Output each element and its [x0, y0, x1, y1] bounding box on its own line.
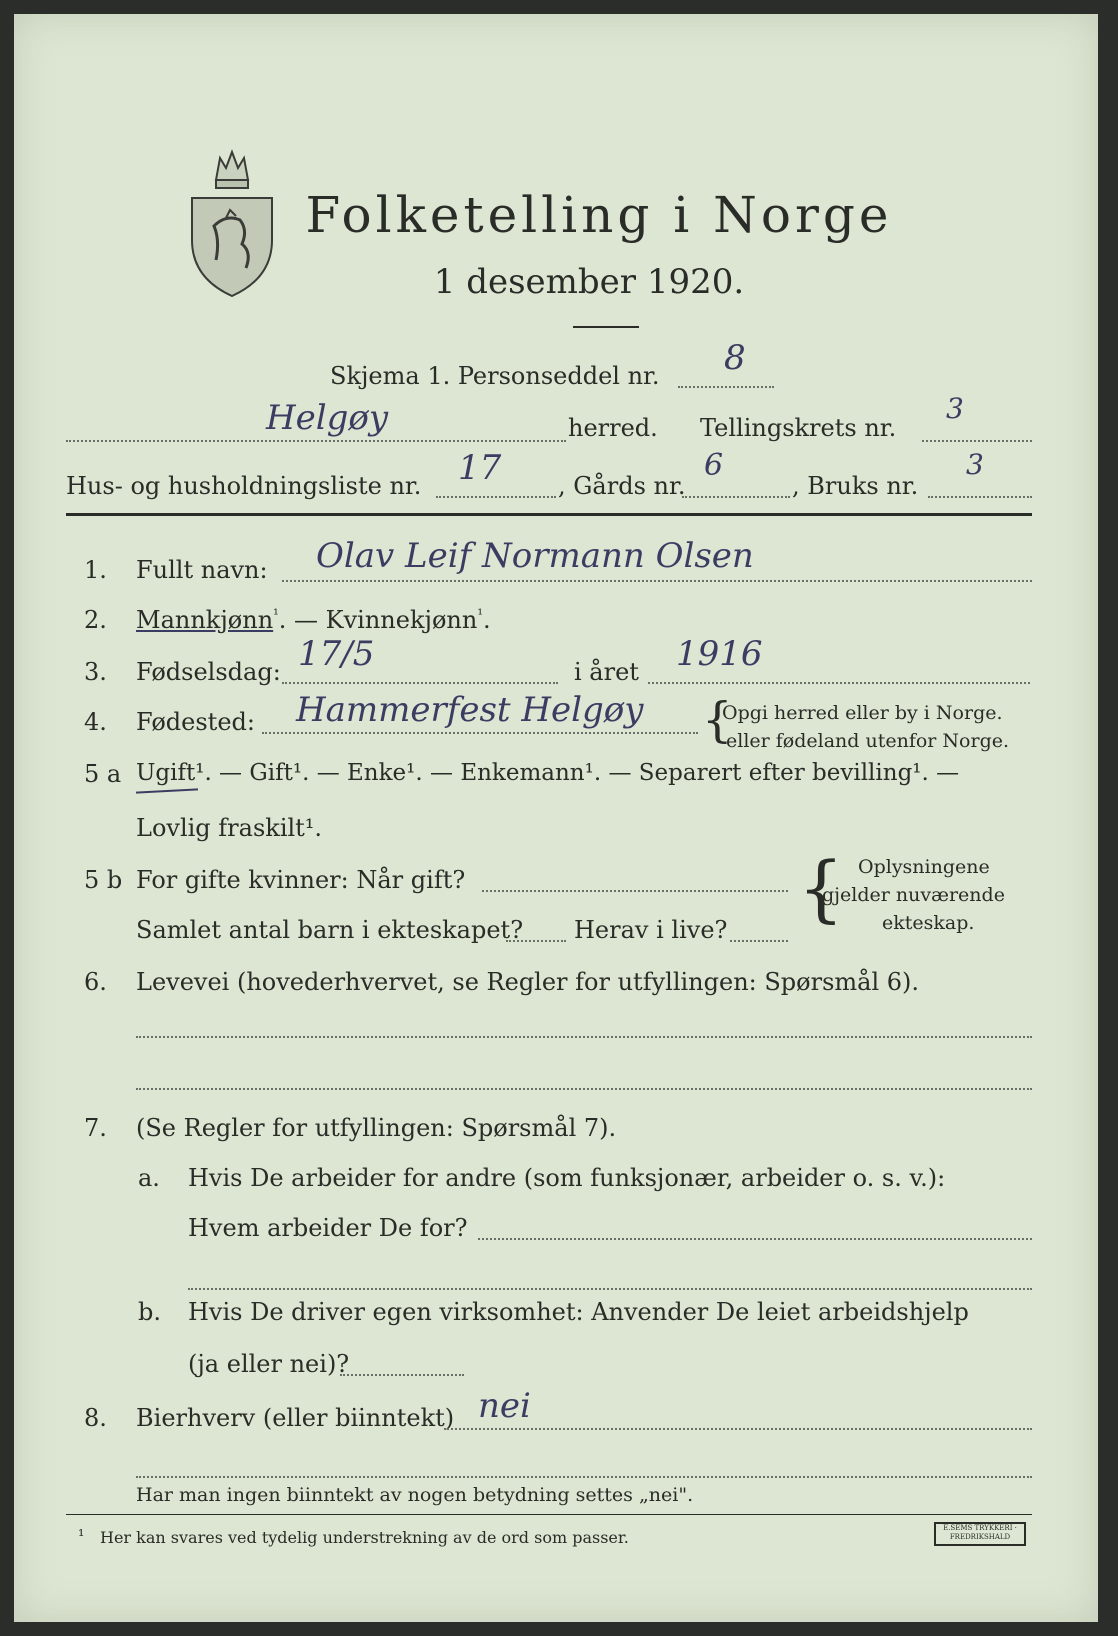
census-date: 1 desember 1920.	[433, 262, 745, 302]
footnote-mark: ¹	[78, 1526, 85, 1545]
q7-number: 7.	[84, 1114, 107, 1142]
q1-number: 1.	[84, 556, 107, 584]
q7b-number: b.	[138, 1298, 161, 1326]
birthplace-note-1: Opgi herred eller by i Norge.	[722, 702, 1003, 724]
q7-label: (Se Regler for utfyllingen: Spørsmål 7).	[136, 1114, 617, 1142]
header-divider	[66, 513, 1032, 516]
q3-number: 3.	[84, 658, 107, 686]
marriage-note-1: Oplysningene	[858, 856, 990, 878]
q8-number: 8.	[84, 1404, 107, 1432]
q1-dotline	[282, 580, 1032, 582]
option-kvinnekjonn[interactable]: Kvinnekjønn	[325, 606, 478, 634]
q5b-children-label: Samlet antal barn i ekteskapet?	[136, 916, 524, 944]
printer-stamp: E.SEMS TRYKKERI · FREDRIKSHALD	[934, 1522, 1026, 1546]
q2-number: 2.	[84, 606, 107, 634]
hus-value[interactable]: 17	[458, 448, 502, 488]
tellingskrets-value[interactable]: 3	[946, 392, 964, 425]
footnote-ref: ¹	[273, 607, 279, 623]
q5b-line1: For gifte kvinner: Når gift?	[136, 866, 466, 894]
q5b-number: 5 b	[84, 866, 123, 894]
q3-label: Fødselsdag:	[136, 658, 281, 686]
occupation-dotline-1[interactable]	[136, 1036, 1032, 1038]
gender-options	[136, 606, 491, 634]
q7a-line2: Hvem arbeider De for?	[188, 1214, 468, 1242]
q4-label: Fødested:	[136, 708, 255, 736]
q6-label: Levevei (hovederhvervet, se Regler for utfyllingen: Spørsmål 6).	[136, 968, 920, 996]
alive-dotline	[730, 940, 788, 942]
marital-status-line2[interactable]: Lovlig fraskilt¹.	[136, 814, 323, 842]
year-label: i året	[574, 658, 639, 686]
q8-dotline-2	[136, 1476, 1032, 1478]
birthday-value[interactable]: 17/5	[298, 634, 375, 674]
option-mannkjonn[interactable]: Mannkjønn	[136, 606, 274, 634]
marriage-note-2: gjelder nuværende	[822, 884, 1005, 906]
q1-label: Fullt navn:	[136, 556, 268, 584]
footnote-ref: ¹	[477, 607, 483, 623]
side-income-value[interactable]: nei	[478, 1386, 531, 1426]
tellingskrets-dotline	[922, 440, 1032, 442]
marriage-note-3: ekteskap.	[882, 912, 975, 934]
q7b-line1: Hvis De driver egen virksomhet: Anvender De leiet arbeidshjelp	[188, 1298, 969, 1326]
q4-number: 4.	[84, 708, 107, 736]
birthplace-note-2: eller fødeland utenfor Norge.	[726, 730, 1010, 752]
nei-instruction: Har man ingen biinntekt av nogen betydning settes „nei".	[136, 1484, 694, 1506]
birthplace-dotline	[262, 732, 698, 734]
herred-value[interactable]: Helgøy	[266, 398, 389, 438]
bruks-label: , Bruks nr.	[792, 472, 919, 500]
birthplace-brace: {	[702, 692, 733, 748]
gards-value[interactable]: 6	[704, 448, 724, 483]
schema-label: Skjema 1. Personseddel nr.	[330, 362, 660, 390]
occupation-dotline-2[interactable]	[136, 1088, 1032, 1090]
marital-status-options[interactable]: Ugift¹. — Gift¹. — Enke¹. — Enkemann¹. — Separert efter bevilling¹. —	[136, 760, 960, 786]
footnote-text: Her kan svares ved tydelig understrekning av de ord som passer.	[100, 1528, 629, 1547]
marriage-brace: {	[798, 846, 844, 930]
year-dotline	[648, 682, 1030, 684]
q7a-number: a.	[138, 1164, 160, 1192]
q6-number: 6.	[84, 968, 107, 996]
bruks-dotline	[928, 496, 1032, 498]
birth-year-value[interactable]: 1916	[676, 634, 763, 674]
hus-dotline	[436, 496, 556, 498]
form-title: Folketelling i Norge	[305, 186, 893, 244]
hired-help-dotline[interactable]	[340, 1374, 464, 1376]
gender-separator: . —	[278, 606, 326, 634]
title-divider	[573, 326, 639, 328]
full-name-value[interactable]: Olav Leif Normann Olsen	[316, 536, 754, 576]
schema-dotline	[678, 386, 774, 388]
married-when-dotline	[482, 890, 788, 892]
tellingskrets-label: Tellingskrets nr.	[700, 414, 897, 442]
q5a-number: 5 a	[84, 760, 122, 788]
herred-label: herred.	[568, 414, 658, 442]
gender-end: .	[482, 606, 491, 634]
q7a-line1: Hvis De arbeider for andre (som funksjonær, arbeider o. s. v.):	[188, 1164, 946, 1192]
herred-dotline	[66, 440, 566, 442]
employer-dotline-2[interactable]	[188, 1288, 1032, 1290]
hus-label: Hus- og husholdningsliste nr.	[66, 472, 422, 500]
children-dotline	[506, 940, 566, 942]
q7b-line2: (ja eller nei)?	[188, 1350, 350, 1378]
gards-dotline	[682, 496, 790, 498]
gards-label: , Gårds nr.	[558, 472, 686, 500]
bruks-value[interactable]: 3	[966, 448, 984, 481]
birthday-dotline	[282, 682, 558, 684]
personseddel-number[interactable]: 8	[724, 338, 746, 378]
employer-dotline-1[interactable]	[478, 1238, 1032, 1240]
footnote-divider	[66, 1514, 1032, 1515]
birthplace-value[interactable]: Hammerfest Helgøy	[296, 690, 644, 730]
q8-label: Bierhverv (eller biinntekt)	[136, 1404, 455, 1432]
q5b-alive-label: Herav i live?	[574, 916, 728, 944]
side-income-dotline	[444, 1428, 1032, 1430]
